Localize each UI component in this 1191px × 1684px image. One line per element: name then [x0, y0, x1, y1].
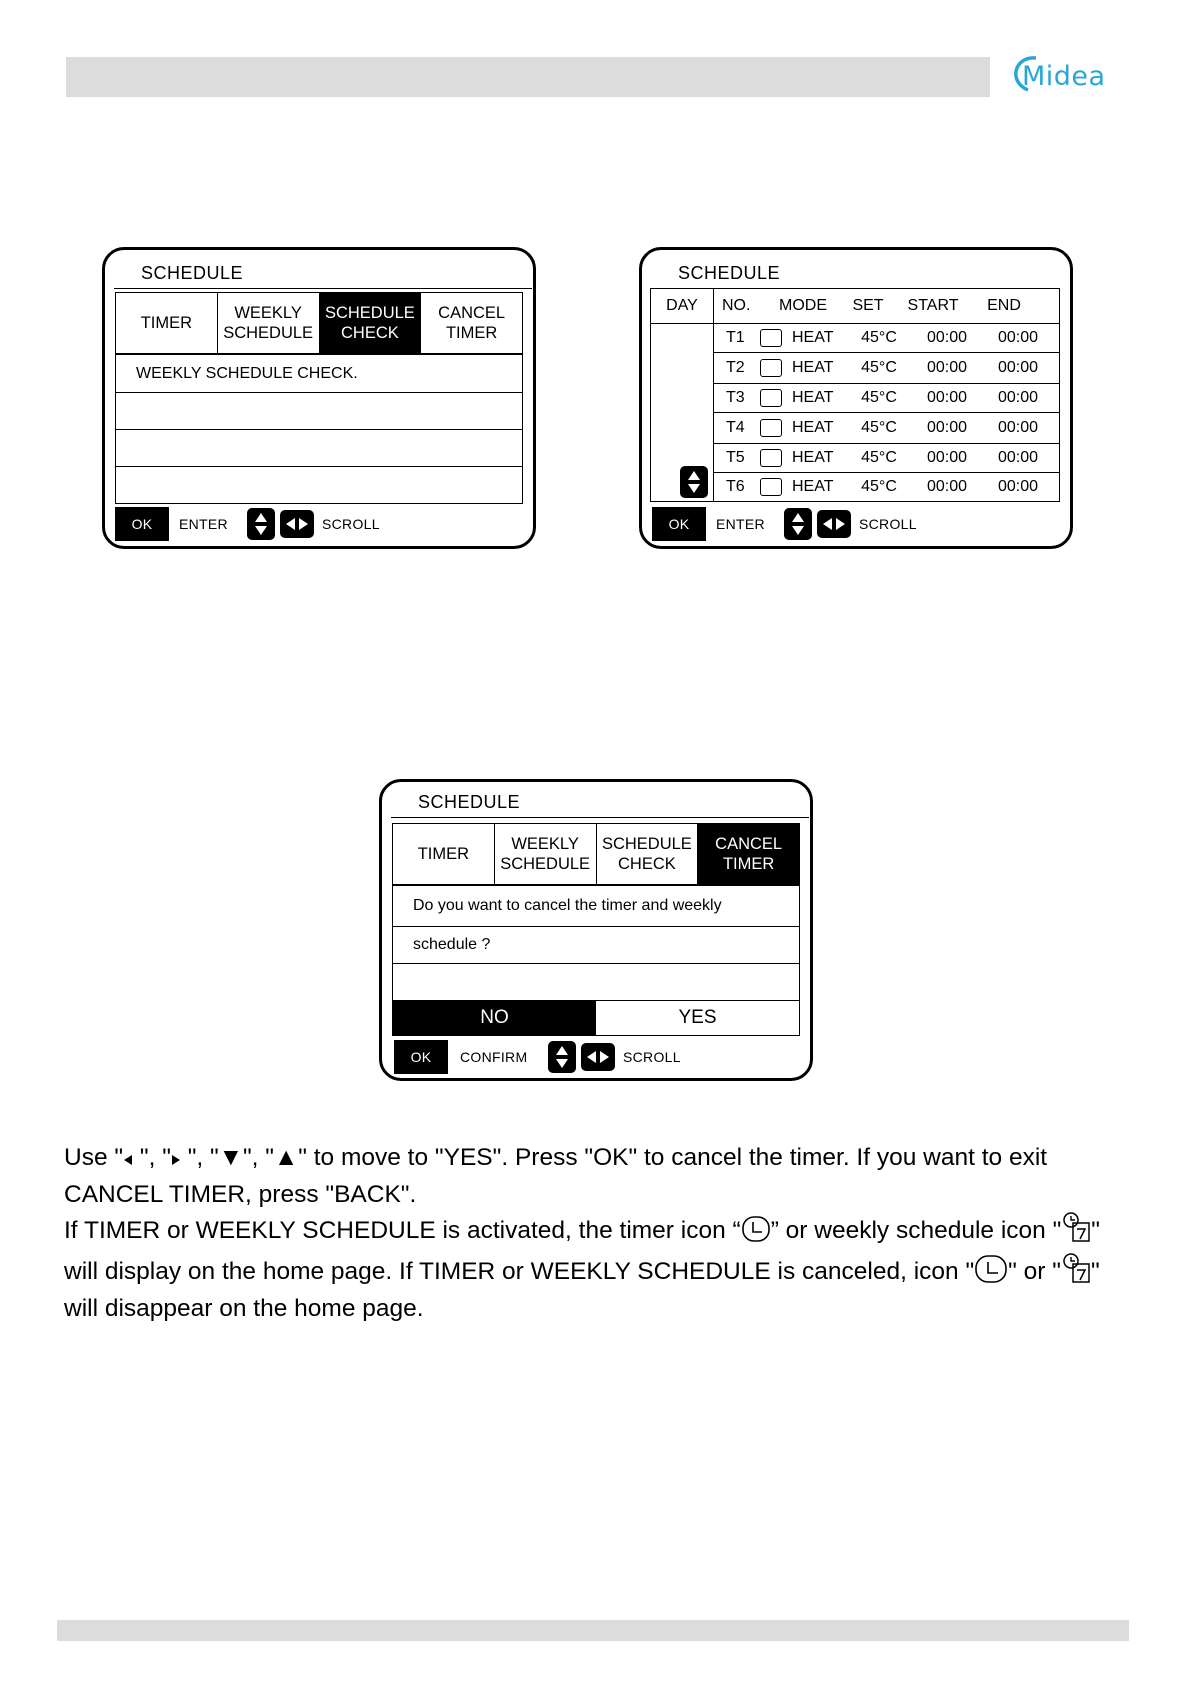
scroll-label: SCROLL — [859, 516, 917, 532]
entry-cell — [714, 413, 1060, 444]
screen-title: SCHEDULE — [678, 263, 781, 283]
schedule-table — [650, 288, 1060, 502]
tab-bar — [392, 823, 800, 885]
tab-label: CANCEL — [715, 835, 783, 853]
entry-no: T1 — [726, 329, 745, 346]
menu-row[interactable]: WEEKLY SCHEDULE CHECK. — [116, 355, 522, 393]
tab-label: SCHEDULE — [500, 855, 591, 873]
left-right-arrows-icon[interactable] — [280, 510, 314, 538]
weekly-schedule-icon — [1061, 1211, 1091, 1252]
timer-clock-icon — [974, 1254, 1008, 1293]
text-run: Use " — [64, 1144, 124, 1171]
entry-start-time: 00:00 — [926, 478, 968, 495]
tab-cancel-timer[interactable] — [421, 293, 522, 353]
scroll-label: SCROLL — [322, 516, 380, 532]
entry-checkbox[interactable] — [760, 389, 782, 407]
tab-timer[interactable] — [393, 824, 495, 884]
timer-clock-icon — [741, 1215, 771, 1252]
entry-set-temp: 45°C — [861, 419, 897, 436]
entry-set-temp: 45°C — [861, 329, 897, 346]
up-down-arrows-icon[interactable] — [548, 1041, 576, 1073]
brand-name: Midea — [1022, 61, 1106, 92]
tab-label: SCHEDULE — [324, 304, 415, 322]
up-down-arrows-icon[interactable] — [784, 508, 812, 540]
column-header: MODE — [779, 297, 827, 314]
tab-label: CHECK — [617, 855, 676, 873]
entry-mode: HEAT — [792, 449, 834, 466]
confirm-choices — [392, 1000, 800, 1036]
text-run: " will disappear on the home page. — [64, 1258, 1100, 1322]
instruction-text — [64, 1142, 1134, 1325]
tab-label: TIMER — [722, 855, 775, 873]
brand-logo — [1006, 52, 1126, 102]
ok-action-label: ENTER — [716, 516, 765, 532]
left-arrow-icon — [123, 1147, 133, 1179]
entry-checkbox[interactable] — [760, 419, 782, 437]
title-divider — [114, 288, 532, 289]
entry-start-time: 00:00 — [926, 329, 968, 346]
screen-schedule-check — [102, 247, 536, 549]
footer-bar — [57, 1620, 1129, 1641]
entry-end-time: 00:00 — [997, 359, 1039, 376]
entry-no: T5 — [726, 449, 745, 466]
column-header: END — [987, 297, 1021, 314]
screen-cancel-timer — [379, 779, 813, 1081]
entry-mode: HEAT — [792, 478, 834, 495]
entry-mode: HEAT — [792, 419, 834, 436]
scroll-label: SCROLL — [623, 1049, 681, 1065]
ok-button[interactable]: OK — [652, 507, 706, 541]
header-bar — [66, 57, 990, 97]
bottom-bar — [115, 507, 380, 541]
screen-schedule-table — [639, 247, 1073, 549]
column-header: DAY — [651, 289, 714, 324]
ok-action-label: CONFIRM — [460, 1049, 528, 1065]
entry-start-time: 00:00 — [926, 419, 968, 436]
entry-checkbox[interactable] — [760, 359, 782, 377]
tab-label: WEEKLY — [511, 835, 579, 853]
message-line — [393, 964, 799, 1001]
entry-start-time: 00:00 — [926, 449, 968, 466]
tab-label: CHECK — [340, 324, 399, 342]
text-run: ", " — [133, 1144, 171, 1171]
tab-schedule-check[interactable] — [320, 293, 422, 353]
tab-schedule-check[interactable] — [597, 824, 699, 884]
entry-end-time: 00:00 — [997, 389, 1039, 406]
ok-button[interactable]: OK — [394, 1040, 448, 1074]
entry-no: T4 — [726, 419, 745, 436]
entry-mode: HEAT — [792, 389, 834, 406]
entry-cell — [714, 324, 1060, 353]
entry-end-time: 00:00 — [997, 329, 1039, 346]
tab-timer[interactable] — [116, 293, 218, 353]
title-divider — [391, 817, 809, 818]
entry-cell — [714, 384, 1060, 413]
ok-button[interactable]: OK — [115, 507, 169, 541]
table-header-row — [651, 289, 1060, 324]
menu-row — [116, 430, 522, 467]
entry-end-time: 00:00 — [997, 478, 1039, 495]
entry-no: T3 — [726, 389, 745, 406]
entry-checkbox[interactable] — [760, 449, 782, 467]
entry-set-temp: 45°C — [861, 389, 897, 406]
up-down-arrows-icon[interactable] — [680, 466, 708, 498]
menu-row — [116, 393, 522, 430]
entry-checkbox[interactable] — [760, 478, 782, 496]
left-right-arrows-icon[interactable] — [817, 510, 851, 538]
ok-action-label: ENTER — [179, 516, 228, 532]
message-rows — [392, 885, 800, 1001]
menu-rows — [115, 354, 523, 504]
tab-label: SCHEDULE — [223, 324, 314, 342]
entry-cell — [714, 473, 1060, 502]
entry-start-time: 00:00 — [926, 389, 968, 406]
text-run: If TIMER or WEEKLY SCHEDULE is activated, the timer icon “ — [64, 1217, 741, 1244]
tab-label: SCHEDULE — [601, 835, 692, 853]
tab-label: TIMER — [445, 324, 498, 342]
column-header: START — [907, 297, 959, 314]
tab-bar — [115, 292, 523, 354]
entry-cell — [714, 353, 1060, 384]
entry-checkbox[interactable] — [760, 329, 782, 347]
bottom-bar — [652, 507, 917, 541]
menu-row — [116, 467, 522, 503]
text-run: ", "▼", "▲" to move to "YES". Press "OK" to cancel the timer. If you want to exit CANCEL TIMER, press "BACK". — [64, 1144, 1048, 1208]
entry-set-temp: 45°C — [861, 359, 897, 376]
instruction-paragraph-2 — [64, 1211, 1134, 1325]
entry-set-temp: 45°C — [861, 449, 897, 466]
tab-weekly-schedule[interactable] — [218, 293, 320, 353]
tab-label: TIMER — [140, 314, 193, 332]
text-run: " or " — [1008, 1258, 1061, 1285]
entry-no: T6 — [726, 478, 745, 495]
bottom-bar — [394, 1040, 681, 1074]
tab-label: CANCEL — [438, 304, 506, 322]
entry-cell — [714, 444, 1060, 473]
text-run: ” or weekly schedule icon " — [770, 1217, 1062, 1244]
column-header: NO. — [722, 297, 751, 314]
message-line: Do you want to cancel the timer and weekly — [393, 886, 799, 927]
yes-button[interactable]: YES — [678, 1007, 717, 1028]
header-group — [714, 289, 1060, 324]
tab-weekly-schedule[interactable] — [495, 824, 597, 884]
entry-start-time: 00:00 — [926, 359, 968, 376]
message-line: schedule ? — [393, 927, 799, 964]
entry-mode: HEAT — [792, 329, 834, 346]
tab-cancel-timer[interactable] — [698, 824, 799, 884]
entry-end-time: 00:00 — [997, 449, 1039, 466]
column-header: SET — [852, 297, 884, 314]
screen-title: SCHEDULE — [418, 792, 521, 812]
entry-mode: HEAT — [792, 359, 834, 376]
entry-no: T2 — [726, 359, 745, 376]
tab-label: WEEKLY — [234, 304, 302, 322]
table-row[interactable] — [651, 324, 1060, 353]
instruction-paragraph-1 — [64, 1142, 1134, 1211]
screen-title: SCHEDULE — [141, 263, 244, 283]
text-run: " will display on the home page. If TIMER or WEEKLY SCHEDULE is canceled, icon " — [64, 1217, 1100, 1285]
weekly-schedule-icon — [1061, 1252, 1091, 1293]
right-arrow-icon — [171, 1147, 181, 1179]
tab-label: TIMER — [417, 845, 470, 863]
no-button[interactable]: NO — [393, 1001, 596, 1035]
up-down-arrows-icon[interactable] — [247, 508, 275, 540]
entry-end-time: 00:00 — [997, 419, 1039, 436]
entry-set-temp: 45°C — [861, 478, 897, 495]
left-right-arrows-icon[interactable] — [581, 1043, 615, 1071]
